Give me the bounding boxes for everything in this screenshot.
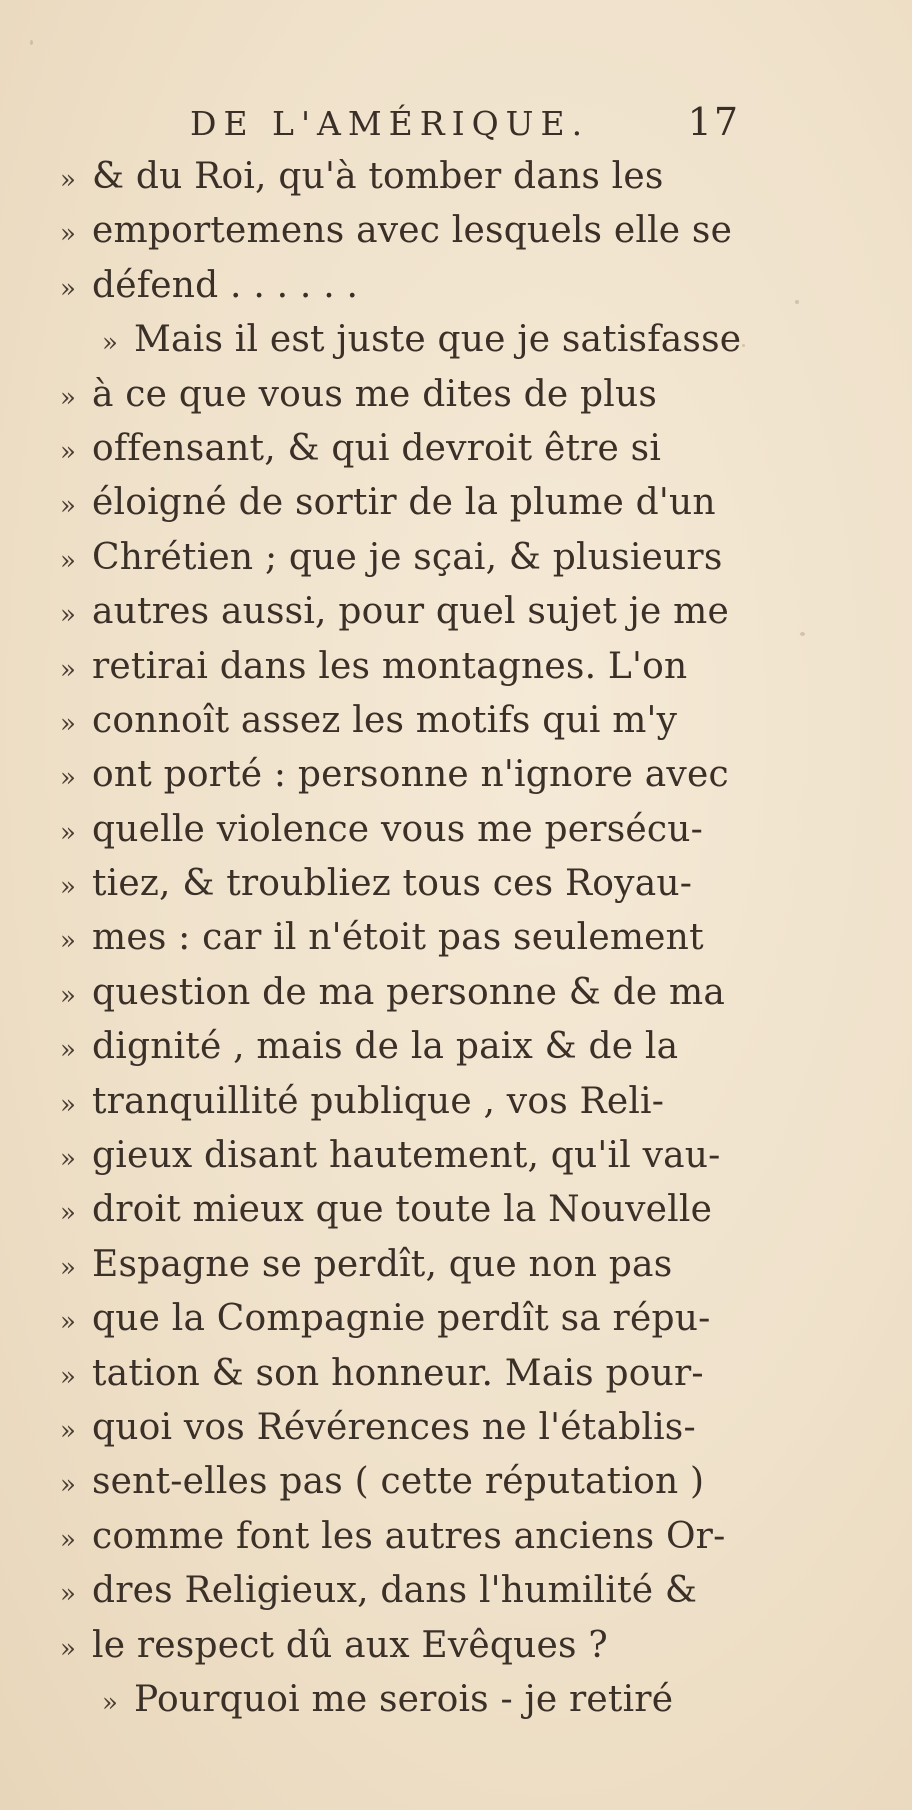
- quote-mark: »: [60, 1307, 76, 1338]
- line-text: question de ma personne & de ma: [92, 971, 726, 1013]
- quote-mark: »: [60, 763, 76, 794]
- paper-speck: [800, 632, 805, 636]
- text-line: [60, 1020, 760, 1074]
- text-line: [60, 911, 760, 965]
- quote-mark: »: [60, 926, 76, 957]
- line-text: Mais il est juste que je satisfasse: [134, 319, 742, 361]
- line-text: droit mieux que toute la Nouvelle: [92, 1189, 713, 1231]
- text-line: [60, 694, 760, 748]
- quote-mark: »: [60, 1415, 76, 1446]
- quote-mark: »: [60, 1144, 76, 1175]
- line-text: à ce que vous me dites de plus: [92, 373, 658, 415]
- text-line: [60, 1347, 760, 1401]
- text-line: [60, 748, 760, 802]
- line-text: tranquillité publique , vos Reli-: [92, 1080, 665, 1122]
- text-line: [60, 1455, 760, 1509]
- line-text: tation & son honneur. Mais pour-: [92, 1352, 704, 1394]
- text-line: [60, 640, 760, 694]
- text-line: [60, 1075, 760, 1129]
- quote-mark: »: [60, 1361, 76, 1392]
- quote-mark: »: [60, 436, 76, 467]
- line-text: offensant, & qui devroit être si: [92, 427, 662, 469]
- quote-mark: »: [60, 382, 76, 413]
- line-text: le respect dû aux Evêques ?: [92, 1624, 608, 1666]
- line-text: gieux disant hautement, qu'il vau-: [92, 1135, 721, 1177]
- quote-mark: »: [60, 1470, 76, 1501]
- text-line: [60, 1238, 760, 1292]
- quote-mark: »: [102, 328, 118, 359]
- running-title: DE L'AMÉRIQUE.: [190, 104, 590, 143]
- text-line: [60, 422, 760, 476]
- text-line: [60, 1129, 760, 1183]
- line-text: quoi vos Révérences ne l'établis-: [92, 1406, 696, 1448]
- line-text: comme font les autres anciens Or-: [92, 1515, 726, 1557]
- quote-mark: »: [60, 491, 76, 522]
- line-text: ont porté : personne n'ignore avec: [92, 754, 729, 796]
- quote-mark: »: [60, 1524, 76, 1555]
- quote-mark: »: [60, 1089, 76, 1120]
- line-text: mes : car il n'étoit pas seulement: [92, 917, 704, 959]
- line-text: & du Roi, qu'à tomber dans les: [92, 156, 664, 197]
- text-line: [60, 585, 760, 639]
- line-text: emportemens avec lesquels elle se: [92, 210, 733, 252]
- quote-mark: »: [60, 1198, 76, 1229]
- quote-mark: »: [60, 165, 76, 195]
- body-text: [60, 150, 760, 1727]
- text-line: [60, 259, 760, 313]
- text-line: [60, 1673, 760, 1727]
- quote-mark: »: [60, 1633, 76, 1664]
- quote-mark: »: [60, 1579, 76, 1610]
- text-line: [60, 1510, 760, 1564]
- quote-mark: »: [60, 545, 76, 576]
- text-line: [60, 531, 760, 585]
- line-text: connoît assez les motifs qui m'y: [92, 699, 678, 741]
- quote-mark: »: [60, 219, 76, 250]
- text-line: [60, 313, 760, 367]
- page-number: 17: [687, 100, 740, 144]
- quote-mark: »: [60, 273, 76, 304]
- quote-mark: »: [102, 1687, 118, 1718]
- text-line: [60, 857, 760, 911]
- quote-mark: »: [60, 1035, 76, 1066]
- line-text: autres aussi, pour quel sujet je me: [92, 591, 729, 633]
- line-text: quelle violence vous me persécu-: [92, 808, 703, 850]
- line-text: éloigné de sortir de la plume d'un: [92, 482, 716, 524]
- line-text: sent-elles pas ( cette réputation ): [92, 1461, 705, 1503]
- line-text: défend . . . . . .: [92, 264, 359, 306]
- line-text: Chrétien ; que je sçai, & plusieurs: [92, 536, 723, 578]
- text-line: [60, 966, 760, 1020]
- text-line: [60, 476, 760, 530]
- line-text: Pourquoi me serois - je retiré: [134, 1678, 674, 1720]
- text-line: [60, 368, 760, 422]
- line-text: dignité , mais de la paix & de la: [92, 1026, 679, 1068]
- text-line: [60, 204, 760, 258]
- line-text: dres Religieux, dans l'humilité &: [92, 1570, 698, 1612]
- text-line: [60, 803, 760, 857]
- line-text: que la Compagnie perdît sa répu-: [92, 1298, 711, 1340]
- quote-mark: »: [60, 708, 76, 739]
- quote-mark: »: [60, 654, 76, 685]
- text-line: [60, 150, 760, 204]
- text-line: [60, 1401, 760, 1455]
- line-text: Espagne se perdît, que non pas: [92, 1243, 673, 1285]
- running-head: [180, 100, 740, 150]
- quote-mark: »: [60, 817, 76, 848]
- text-line: [60, 1183, 760, 1237]
- quote-mark: »: [60, 872, 76, 903]
- quote-mark: »: [60, 600, 76, 631]
- text-line: [60, 1619, 760, 1673]
- text-line: [60, 1292, 760, 1346]
- text-line: [60, 1564, 760, 1618]
- paper-speck: [795, 300, 799, 304]
- quote-mark: »: [60, 980, 76, 1011]
- line-text: tiez, & troubliez tous ces Royau-: [92, 863, 693, 905]
- line-text: retirai dans les montagnes. L'on: [92, 645, 688, 687]
- paper-speck: [30, 40, 33, 45]
- quote-mark: »: [60, 1252, 76, 1283]
